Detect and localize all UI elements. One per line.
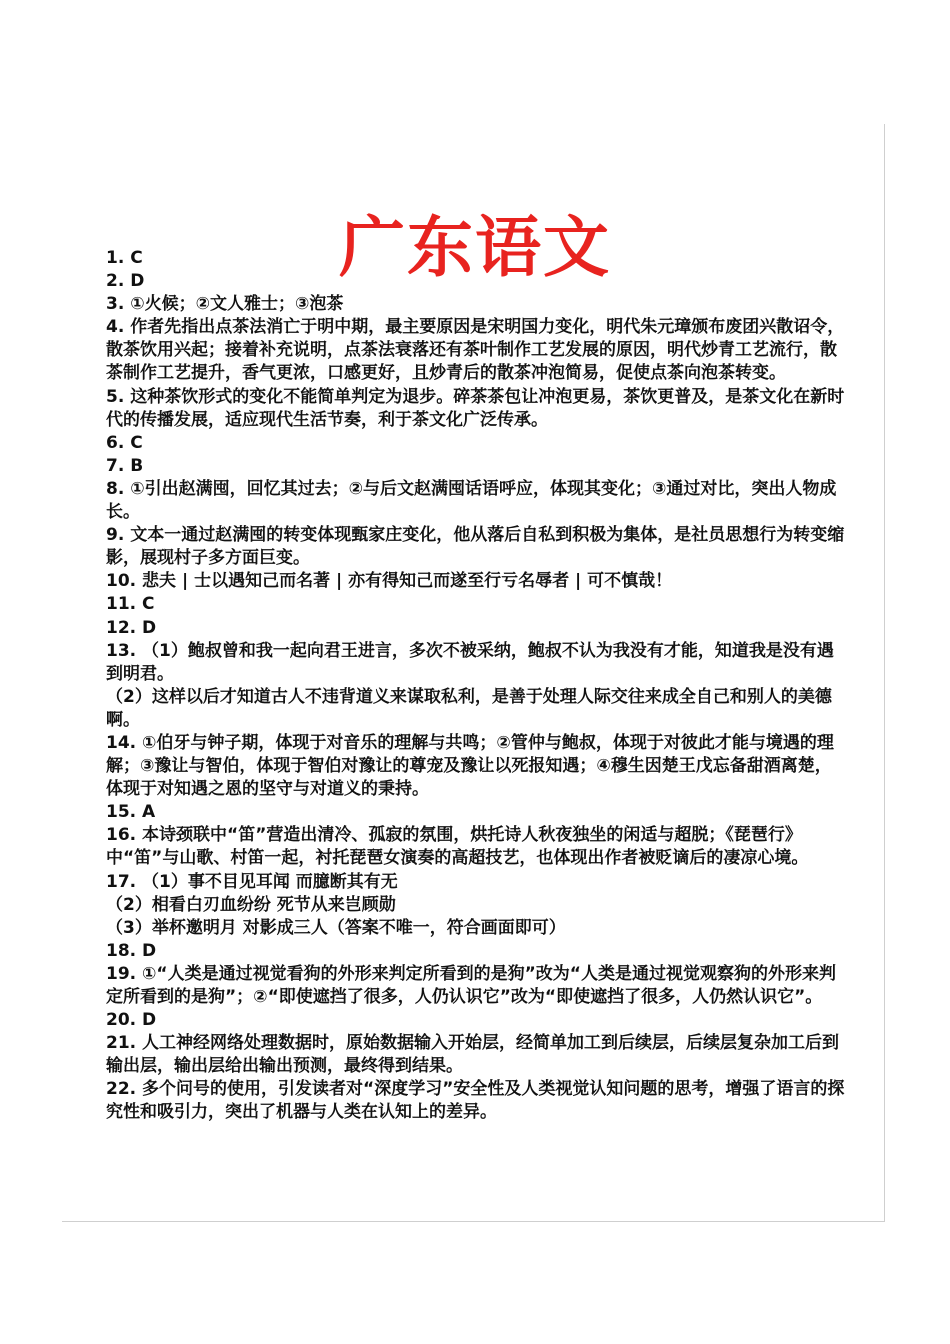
- answer-line: 12. D: [106, 617, 157, 638]
- answer-line: 16. 本诗颈联中“笛”营造出清冷、孤寂的氛围，烘托诗人秋夜独坐的闲适与超脱；《琵琶行》中“笛”与山歌、村笛一起，衬托琵琶女演奏的高超技艺，也体现出作者被贬谪后的凄凉心境。: [106, 825, 809, 869]
- answer-line: 21. 人工神经网络处理数据时，原始数据输入开始层，经简单加工到后续层，后续层复杂加工后到输出层，输出层给出输出预测，最终得到结果。: [106, 1033, 840, 1077]
- answer-line: 22. 多个问号的使用，引发读者对“深度学习”安全性及人类视觉认知问题的思考，增强了语言的探究性和吸引力，突出了机器与人类在认知上的差异。: [106, 1079, 845, 1123]
- answer-line: 19. ①“人类是通过视觉看狗的外形来判定所看到的是狗”改为“人类是通过视觉观察狗的外形来判定所看到的是狗”；②“即使遮挡了很多，人仍认识它”改为“即使遮挡了很多，人仍然认识它”。: [106, 963, 836, 1007]
- answer-line: 15. A: [106, 802, 156, 823]
- answer-line: 10. 悲夫 | 士以遇知己而名著 | 亦有得知己而遂至行亏名辱者 | 可不慎哉！: [106, 571, 673, 592]
- page-border-bottom: [62, 1221, 885, 1222]
- answer-line: 1. C: [106, 248, 143, 268]
- answer-line: 8. ①引出赵满囤，回忆其过去；②与后文赵满囤话语呼应，体现其变化；③通过对比，突出人物成长。: [106, 478, 837, 523]
- answer-line: 13. （1）鲍叔曾和我一起向君王进言，多次不被采纳，鲍叔不认为我没有才能，知道我是没有遇到明君。: [106, 640, 834, 684]
- answer-line: （2）相看白刃血纷纷 死节从来岂顾勋: [106, 894, 396, 915]
- answer-line: 9. 文本一通过赵满囤的转变体现甄家庄变化，他从落后自私到积极为集体，是社员思想行为转变缩影，展现村子多方面巨变。: [106, 525, 845, 569]
- answer-line: 6. C: [106, 432, 143, 453]
- answer-line: 18. D: [106, 940, 157, 961]
- answer-line: 17. （1）事不目见耳闻 而臆断其有无: [106, 871, 398, 892]
- answer-line: 11. C: [106, 594, 155, 615]
- answer-line: 3. ①火候；②文人雅士；③泡茶: [106, 294, 344, 315]
- answer-line: 14. ①伯牙与钟子期，体现于对音乐的理解与共鸣；②管仲与鲍叔，体现于对彼此才能与境遇的理解；③豫让与智伯，体现于智伯对豫让的尊宠及豫让以死报知遇；④穆生因楚王戊忘备甜酒离楚，体现于对知遇之恩的坚守与对道义的秉持。: [106, 732, 834, 800]
- answer-line: 4. 作者先指出点茶法消亡于明中期，最主要原因是宋明国力变化，明代朱元璋颁布废团兴散诏令，散茶饮用兴起；接着补充说明，点茶法衰落还有茶叶制作工艺发展的原因，明代炒青工艺流行，散茶制作工艺提升，香气更浓，口感更好，且炒青后的散茶冲泡简易，促使点茶向泡茶转变。: [106, 317, 845, 384]
- answer-line: 20. D: [106, 1010, 157, 1031]
- answer-line: 7. B: [106, 455, 144, 476]
- page-title: 广东语文: [339, 209, 611, 287]
- answer-line: 5. 这种茶饮形式的变化不能简单判定为退步。碎茶茶包让冲泡更易，茶饮更普及，是茶文化在新时代的传播发展，适应现代生活节奏，利于茶文化广泛传承。: [106, 386, 845, 430]
- answer-line: （3）举杯邀明月 对影成三人（答案不唯一，符合画面即可）: [106, 917, 566, 938]
- answer-list: [106, 247, 846, 1125]
- answer-line: 2. D: [106, 271, 145, 292]
- answer-line: （2）这样以后才知道古人不违背道义来谋取私利，是善于处理人际交往来成全自己和别人的美德啊。: [106, 686, 832, 730]
